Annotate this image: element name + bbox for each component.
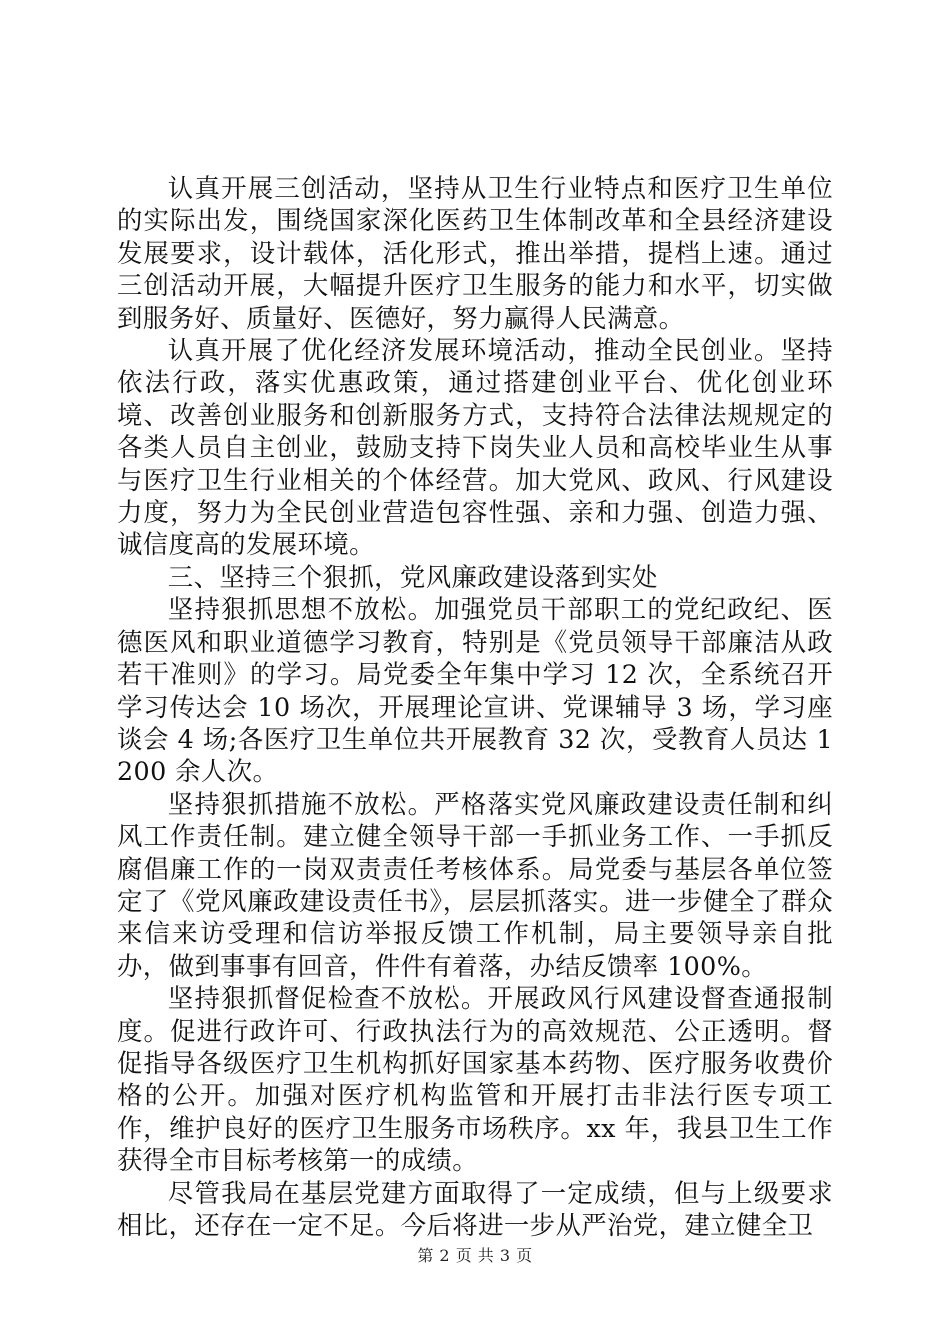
document-body [117, 172, 833, 1241]
paragraph-supervision: 坚持狠抓督促检查不放松。开展政风行风建设督查通报制度。促进行政许可、行政执法行为的高效规范、公正透明。督促指导各级医疗卫生机构抓好国家基本药物、医疗服务收费价格的公开。加强对医疗机构监管和开展打击非法行医专项工作，维护良好的医疗卫生服务市场秩序。xx 年，我县卫生工作获得全市目标考核第一的成绩。 [117, 983, 833, 1176]
section-heading-three-grasps: 三、坚持三个狠抓，党风廉政建设落到实处 [167, 561, 658, 592]
page-number-footer: 第 2 页 共 3 页 [417, 1246, 533, 1265]
paragraph-ideology: 坚持狠抓思想不放松。加强党员干部职工的党纪政纪、医德医风和职业道德学习教育，特别是《党员领导干部廉洁从政若干准则》的学习。局党委全年集中学习 12 次，全系统召开学习传达会 10 场次，开展理论宣讲、党课辅导 3 场，学习座谈会 4 场;各医疗卫生单位共开展教育 32 次，受教育人员达 1200 余人次。 [117, 594, 833, 787]
paragraph-business-environment: 认真开展了优化经济发展环境活动，推动全民创业。坚持依法行政，落实优惠政策，通过搭建创业平台、优化创业环境、改善创业服务和创新服务方式，支持符合法律法规规定的各类人员自主创业，鼓励支持下岗失业人员和高校毕业生从事与医疗卫生行业相关的个体经营。加大党风、政风、行风建设力度，努力为全民创业营造包容性强、亲和力强、创造力强、诚信度高的发展环境。 [117, 335, 833, 560]
paragraph-shortcomings: 尽管我局在基层党建方面取得了一定成绩，但与上级要求相比，还存在一定不足。今后将进一步从严治党，建立健全卫 [117, 1177, 833, 1240]
paragraph-three-creations: 认真开展三创活动，坚持从卫生行业特点和医疗卫生单位的实际出发，围绕国家深化医药卫生体制改革和全县经济建设发展要求，设计载体，活化形式，推出举措，提档上速。通过三创活动开展，大幅提升医疗卫生服务的能力和水平，切实做到服务好、质量好、医德好，努力赢得人民满意。 [117, 173, 833, 333]
paragraph-measures: 坚持狠抓措施不放松。严格落实党风廉政建设责任制和纠风工作责任制。建立健全领导干部一手抓业务工作、一手抓反腐倡廉工作的一岗双责责任考核体系。局党委与基层各单位签定了《党风廉政建设责任书》，层层抓落实。进一步健全了群众来信来访受理和信访举报反馈工作机制，局主要领导亲自批办，做到事事有回音，件件有着落，办结反馈率 100%。 [117, 788, 833, 981]
